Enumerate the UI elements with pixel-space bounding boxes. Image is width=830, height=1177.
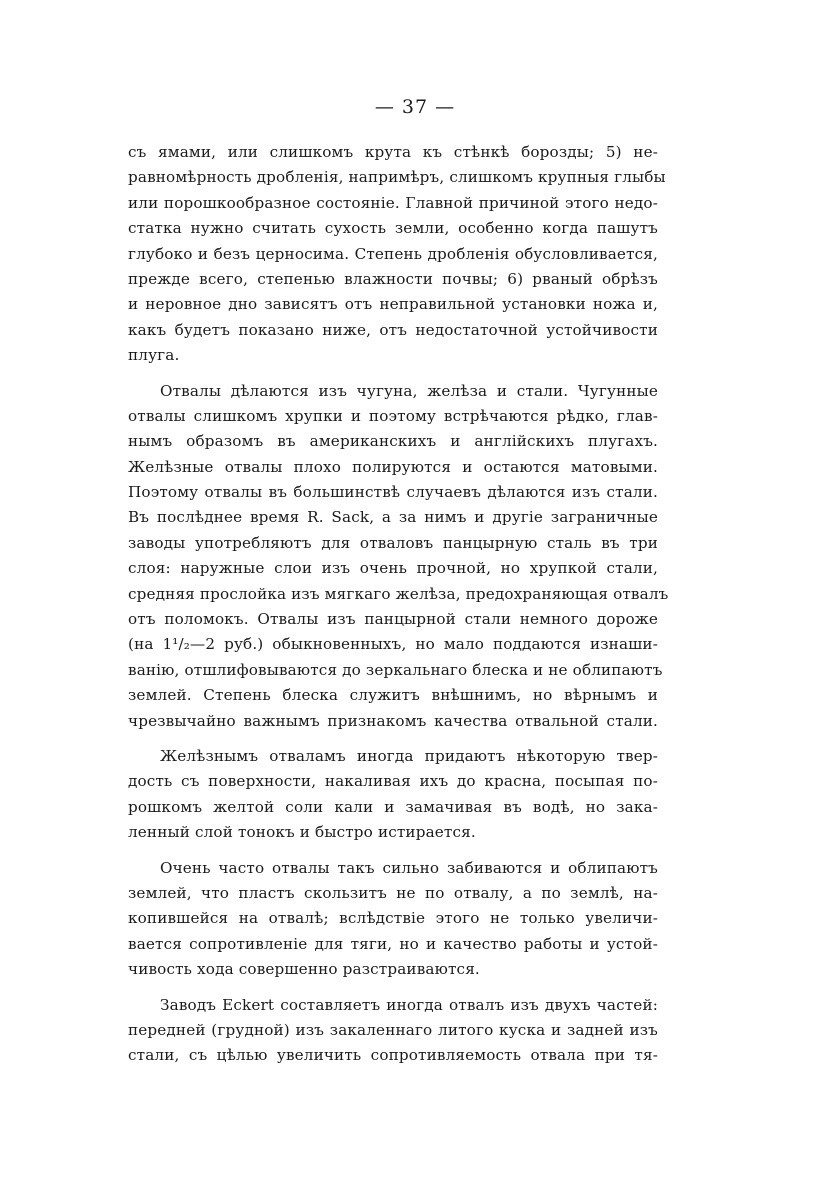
text-line: Поэтому отвалы въ большинствѣ случаевъ дѣлаются изъ стали. — [128, 483, 658, 502]
paragraph — [128, 140, 666, 369]
text-line: Очень часто отвалы такъ сильно забиваются и облипаютъ — [160, 858, 658, 877]
text-line: ванію, отшлифовываются до зеркальнаго блеска и не облипаютъ — [128, 660, 663, 679]
page-number: — 37 — — [374, 96, 456, 118]
text-line: статка нужно считать сухость земли, особенно когда пашутъ — [128, 219, 658, 238]
text-line: чрезвычайно важнымъ признакомъ качества отвальной стали. — [128, 711, 658, 730]
paragraph — [128, 744, 658, 846]
text-line: стали, съ цѣлью увеличить сопротивляемость отвала при тя- — [128, 1046, 658, 1065]
text-line: съ ямами, или слишкомъ крута къ стѣнкѣ борозды; 5) не- — [128, 143, 658, 161]
text-line: (на 1¹/₂—2 руб.) обыкновенныхъ, но мало поддаются изнаши- — [128, 635, 658, 654]
paragraph — [128, 993, 658, 1069]
text-line: Желѣзнымъ отваламъ иногда придаютъ нѣкоторую твер- — [160, 746, 658, 765]
text-line: равномѣрность дробленія, напримѣръ, слишкомъ крупныя глыбы — [128, 168, 666, 187]
text-line: Желѣзные отвалы плохо полируются и остаются матовыми. — [128, 457, 658, 476]
text-line: средняя прослойка изъ мягкаго желѣза, предохраняющая отвалъ — [128, 584, 669, 603]
text-line: заводы употребляютъ для отваловъ панцырную сталь въ три — [128, 533, 658, 552]
text-line: чивость хода совершенно разстраиваются. — [128, 960, 480, 979]
text-line: отвалы слишкомъ хрупки и поэтому встрѣчаются рѣдко, глав- — [128, 406, 658, 425]
text-line: рошкомъ желтой соли кали и замачивая въ водѣ, но зака- — [128, 797, 658, 816]
text-line: слоя: наружные слои изъ очень прочной, но хрупкой стали, — [128, 559, 658, 578]
text-line: копившейся на отвалѣ; вслѣдствіе этого не только увеличи- — [128, 909, 658, 928]
text-line: Отвалы дѣлаются изъ чугуна, желѣза и стали. Чугунные — [160, 381, 658, 400]
paragraph — [128, 379, 669, 734]
paragraph — [128, 856, 658, 983]
text-line: Въ послѣднее время R. Sack, а за нимъ и другіе заграничные — [128, 508, 658, 527]
text-line: какъ будетъ показано ниже, отъ недостаточной устойчивости — [128, 320, 658, 339]
text-line: прежде всего, степенью влажности почвы; 6) рваный обрѣзъ — [128, 269, 658, 288]
text-line: отъ поломокъ. Отвалы изъ панцырной стали немного дороже — [128, 610, 658, 629]
text-line: вается сопротивленіе для тяги, но и качество работы и устой- — [128, 934, 658, 953]
text-line: глубоко и безъ церносима. Степень дробленія обусловливается, — [128, 244, 658, 263]
text-line: ленный слой тонокъ и быстро истирается. — [128, 823, 476, 842]
text-line: землей. Степень блеска служитъ внѣшнимъ, но вѣрнымъ и — [128, 686, 658, 705]
text-line: нымъ образомъ въ американскихъ и англійскихъ плугахъ. — [128, 432, 658, 451]
text-line: передней (грудной) изъ закаленнаго литого куска и задней изъ — [128, 1020, 658, 1039]
text-line: и неровное дно зависятъ отъ неправильной установки ножа и, — [128, 295, 658, 314]
page-body-text — [128, 140, 669, 1069]
text-line: плуга. — [128, 346, 180, 365]
text-line: Заводъ Eckert составляетъ иногда отвалъ изъ двухъ частей: — [160, 995, 658, 1014]
text-line: дость съ поверхности, накаливая ихъ до красна, посыпая по- — [128, 772, 658, 791]
text-line: землей, что пластъ скользитъ не по отвалу, а по землѣ, на- — [128, 883, 658, 902]
text-line: или порошкообразное состояніе. Главной причиной этого недо- — [128, 193, 658, 212]
